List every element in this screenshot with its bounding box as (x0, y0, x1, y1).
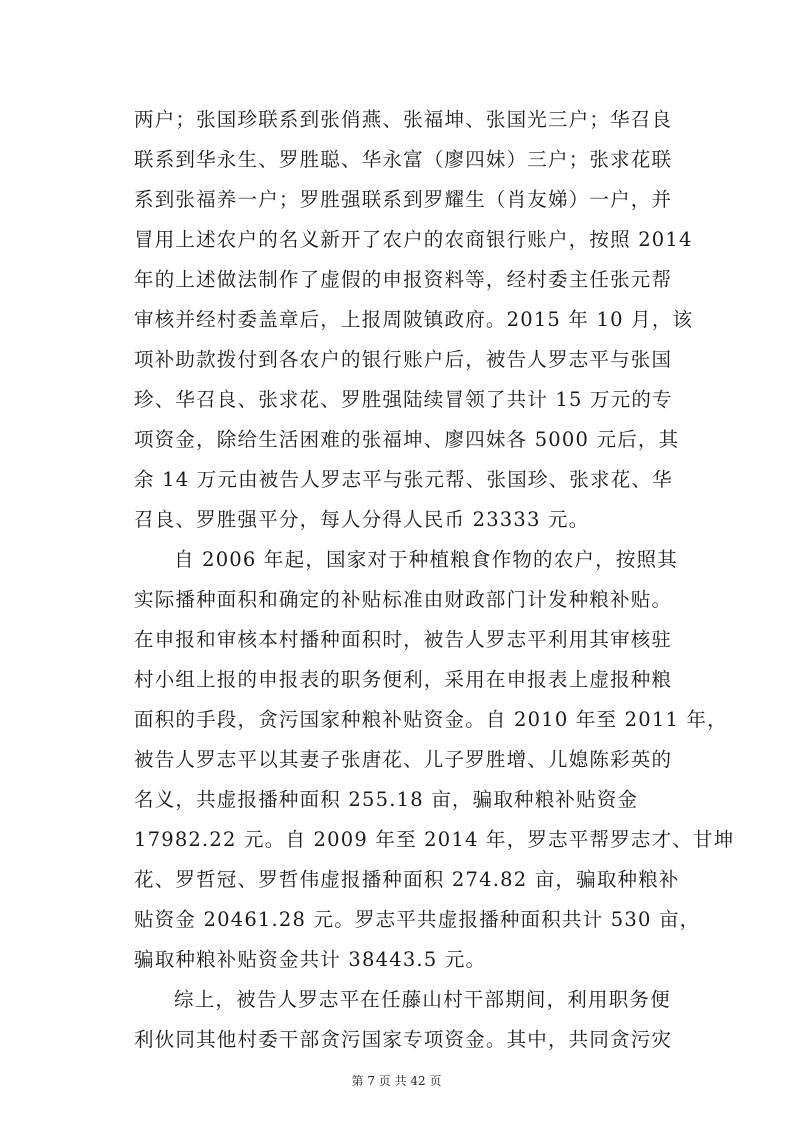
text-line: 系到张福养一户；罗胜强联系到罗耀生（肖友娣）一户，并 (134, 188, 673, 211)
text-line: 骗取种粮补贴资金共计 38443.5 元。 (134, 948, 487, 971)
text-line: 名义，共虚报播种面积 255.18 亩，骗取种粮补贴资金 (134, 788, 639, 811)
text-line: 两户；张国珍联系到张俏燕、张福坤、张国光三户；华召良 (134, 108, 673, 131)
text-line: 珍、华召良、张求花、罗胜强陆续冒领了共计 15 万元的专 (134, 388, 673, 411)
text-line: 年的上述做法制作了虚假的申报资料等，经村委主任张元帮 (134, 268, 673, 291)
paragraph-first-line: 自 2006 年起，国家对于种植粮食作物的农户，按照其 (174, 548, 678, 571)
text-line: 项补助款拨付到各农户的银行账户后，被告人罗志平与张国 (134, 348, 673, 371)
text-line: 实际播种面积和确定的补贴标准由财政部门计发种粮补贴。 (134, 588, 673, 611)
text-line: 联系到华永生、罗胜聪、华永富（廖四妹）三户；张求花联 (134, 148, 673, 171)
text-line: 冒用上述农户的名义新开了农户的农商银行账户，按照 2014 (134, 228, 693, 251)
text-line: 在申报和审核本村播种面积时，被告人罗志平利用其审核驻 (134, 628, 673, 651)
text-line: 贴资金 20461.28 元。罗志平共虚报播种面积共计 530 亩， (134, 908, 701, 931)
text-line: 村小组上报的申报表的职务便利，采用在申报表上虚报种粮 (134, 668, 673, 691)
text-line: 利伙同其他村委干部贪污国家专项资金。其中，共同贪污灾 (134, 1028, 673, 1051)
page-number-footer: 第 7 页 共 42 页 (351, 1074, 442, 1088)
text-line: 项资金，除给生活困难的张福坤、廖四妹各 5000 元后，其 (134, 428, 680, 451)
text-line: 召良、罗胜强平分，每人分得人民币 23333 元。 (134, 508, 590, 531)
text-line: 审核并经村委盖章后，上报周陂镇政府。2015 年 10 月，该 (134, 308, 694, 331)
text-line: 面积的手段，贪污国家种粮补贴资金。自 2010 年至 2011 年， (134, 708, 728, 731)
text-line: 被告人罗志平以其妻子张唐花、儿子罗胜增、儿媳陈彩英的 (134, 748, 673, 771)
paragraph-first-line: 综上，被告人罗志平在任藤山村干部期间，利用职务便 (174, 988, 671, 1011)
text-line: 花、罗哲冠、罗哲伟虚报播种面积 274.82 亩，骗取种粮补 (134, 868, 680, 891)
text-line: 17982.22 元。自 2009 年至 2014 年，罗志平帮罗志才、甘坤 (134, 828, 735, 851)
text-line: 余 14 万元由被告人罗志平与张元帮、张国珍、张求花、华 (134, 468, 673, 491)
